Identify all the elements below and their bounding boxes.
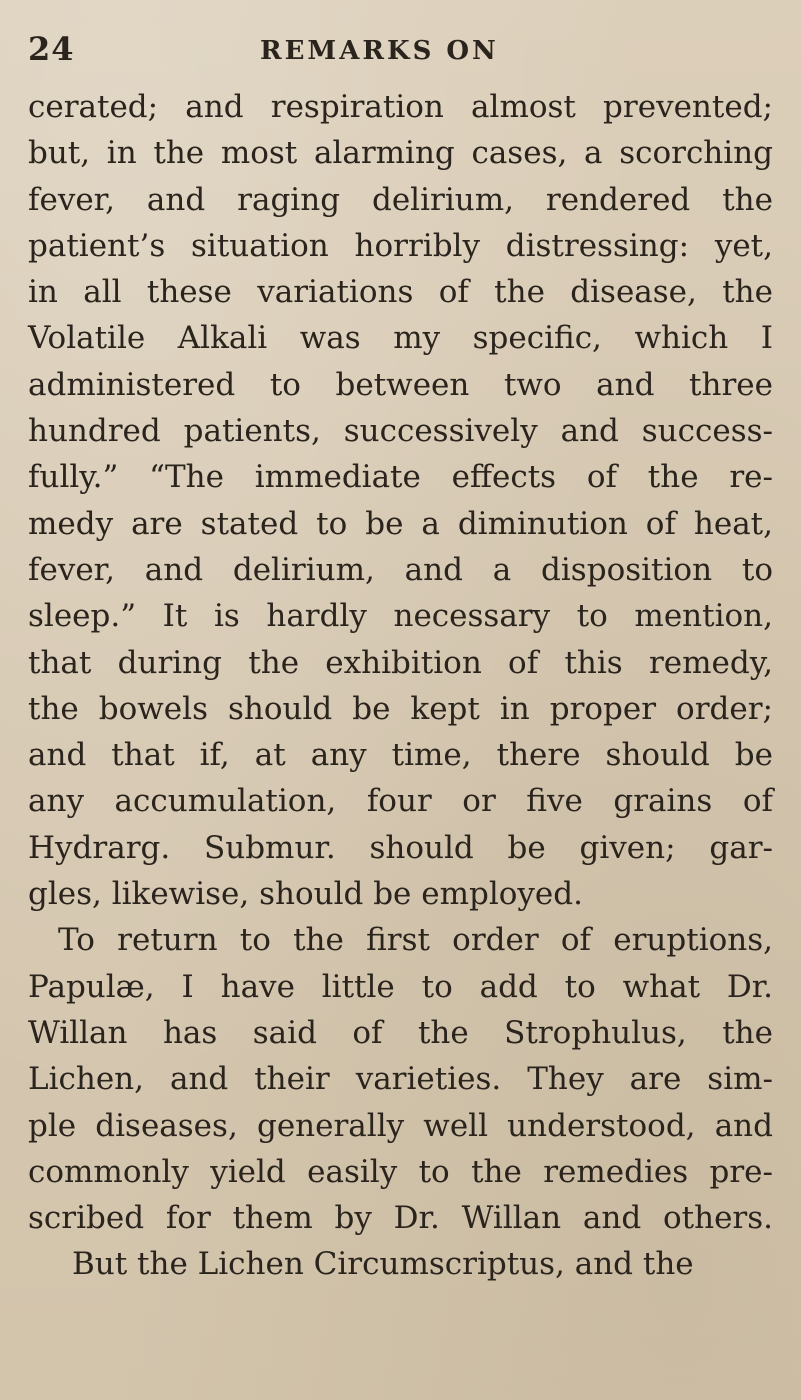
text-line: fully.” “The immediate effects of the re- — [28, 459, 773, 496]
body-text — [28, 84, 773, 1288]
running-title: REMARKS ON — [260, 36, 499, 66]
text-line: in all these variations of the disease, the — [28, 274, 773, 311]
text-line: gles, likewise, should be employed. — [28, 876, 583, 913]
text-line-paragraph-start: But the Lichen Circumscriptus, and the — [72, 1246, 694, 1283]
text-line: cerated; and respiration almost prevented; — [28, 89, 773, 125]
text-line: Hydrarg. Submur. should be given; gar- — [28, 829, 773, 866]
running-head — [28, 30, 773, 70]
text-line: administered to between two and three — [28, 366, 773, 403]
text-line: ple diseases, generally well understood, and — [28, 1107, 773, 1144]
text-line: sleep.” It is hardly necessary to mention, — [28, 598, 773, 635]
text-line: but, in the most alarming cases, a scorching — [28, 135, 773, 172]
text-line: commonly yield easily to the remedies pre- — [28, 1153, 773, 1190]
text-line: scribed for them by Dr. Willan and others. — [28, 1200, 773, 1237]
text-line-paragraph-start: To return to the first order of eruptions, — [58, 922, 773, 959]
text-line: the bowels should be kept in proper order; — [28, 690, 773, 727]
text-line: Volatile Alkali was my specific, which I — [28, 320, 773, 357]
text-line: and that if, at any time, there should be — [28, 737, 773, 774]
text-line: Willan has said of the Strophulus, the — [28, 1014, 773, 1051]
text-line: hundred patients, successively and success- — [28, 413, 773, 450]
text-line: medy are stated to be a diminution of heat, — [28, 505, 773, 542]
text-line: any accumulation, four or five grains of — [28, 783, 773, 820]
text-line: fever, and delirium, and a disposition to — [28, 551, 773, 588]
text-line: that during the exhibition of this remedy, — [28, 644, 773, 681]
text-line: patient’s situation horribly distressing: yet, — [28, 227, 773, 264]
text-line: Papulæ, I have little to add to what Dr. — [28, 968, 773, 1005]
page-number: 24 — [28, 30, 75, 68]
text-line: Lichen, and their varieties. They are sim- — [28, 1061, 773, 1098]
text-line: fever, and raging delirium, rendered the — [28, 181, 773, 218]
